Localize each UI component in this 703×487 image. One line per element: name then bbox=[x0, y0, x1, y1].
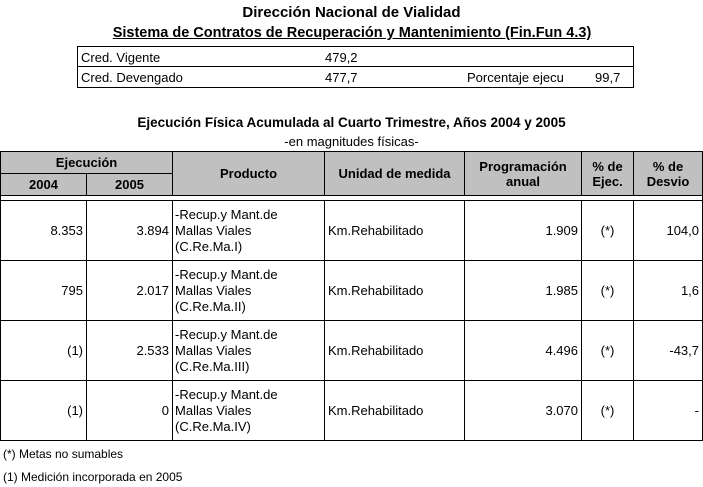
cell-programacion: 1.985 bbox=[465, 261, 582, 321]
cell-producto bbox=[173, 321, 325, 381]
porcentaje-value: 99,7 bbox=[595, 70, 621, 85]
cell-pct-desvio: -43,7 bbox=[634, 321, 703, 381]
producto-line: Mallas Viales bbox=[175, 402, 252, 418]
vigente-label: Cred. Vigente bbox=[81, 50, 161, 65]
credit-row-vigente bbox=[78, 47, 633, 67]
cell-pct-ejec: (*) bbox=[582, 261, 634, 321]
cell-unidad: Km.Rehabilitado bbox=[325, 321, 465, 381]
cell-2005: 3.894 bbox=[87, 201, 173, 261]
page-title: Dirección Nacional de Vialidad bbox=[242, 4, 461, 21]
credit-row-devengado bbox=[78, 67, 633, 86]
section-subtitle: -en magnitudes físicas- bbox=[284, 134, 419, 149]
cell-pct-desvio: - bbox=[634, 381, 703, 441]
header-programacion: Programación anual bbox=[465, 152, 582, 196]
page-subtitle: Sistema de Contratos de Recuperación y Mantenimiento (Fin.Fun 4.3) bbox=[112, 25, 592, 41]
producto-line: (C.Re.Ma.IV) bbox=[175, 418, 251, 434]
cell-pct-ejec: (*) bbox=[582, 201, 634, 261]
table-row bbox=[1, 261, 703, 321]
header-pct-ejec: % de Ejec. bbox=[582, 152, 634, 196]
cell-2005: 0 bbox=[87, 381, 173, 441]
cell-unidad: Km.Rehabilitado bbox=[325, 381, 465, 441]
cell-2004: (1) bbox=[1, 321, 87, 381]
cell-2005: 2.533 bbox=[87, 321, 173, 381]
credits-box bbox=[77, 46, 634, 88]
footnote-medicion: (1) Medición incorporada en 2005 bbox=[3, 470, 183, 484]
table-row bbox=[1, 381, 703, 441]
section-title: Ejecución Física Acumulada al Cuarto Trimestre, Años 2004 y 2005 bbox=[137, 115, 566, 130]
header-2004: 2004 bbox=[1, 174, 87, 196]
cell-programacion: 4.496 bbox=[465, 321, 582, 381]
producto-line: Mallas Viales bbox=[175, 342, 252, 358]
producto-line: (C.Re.Ma.II) bbox=[175, 298, 246, 314]
cell-unidad: Km.Rehabilitado bbox=[325, 261, 465, 321]
cell-pct-ejec: (*) bbox=[582, 321, 634, 381]
cell-2004: 8.353 bbox=[1, 201, 87, 261]
producto-line: Mallas Viales bbox=[175, 222, 252, 238]
cell-pct-desvio: 1,6 bbox=[634, 261, 703, 321]
cell-programacion: 3.070 bbox=[465, 381, 582, 441]
table-row bbox=[1, 201, 703, 261]
devengado-label: Cred. Devengado bbox=[81, 70, 183, 85]
header-2005: 2005 bbox=[87, 174, 173, 196]
producto-line: -Recup.y Mant.de bbox=[175, 326, 278, 342]
cell-2004: 795 bbox=[1, 261, 87, 321]
producto-line: -Recup.y Mant.de bbox=[175, 266, 278, 282]
footnote-metas: (*) Metas no sumables bbox=[3, 447, 124, 461]
porcentaje-label: Porcentaje ejecu bbox=[467, 70, 564, 85]
cell-2004: (1) bbox=[1, 381, 87, 441]
header-producto: Producto bbox=[173, 152, 325, 196]
execution-table bbox=[0, 151, 703, 441]
header-unidad: Unidad de medida bbox=[325, 152, 465, 196]
cell-unidad: Km.Rehabilitado bbox=[325, 201, 465, 261]
producto-line: (C.Re.Ma.I) bbox=[175, 238, 243, 254]
producto-line: -Recup.y Mant.de bbox=[175, 386, 278, 402]
cell-producto bbox=[173, 261, 325, 321]
producto-line: (C.Re.Ma.III) bbox=[175, 358, 250, 374]
cell-programacion: 1.909 bbox=[465, 201, 582, 261]
table-row bbox=[1, 321, 703, 381]
cell-pct-desvio: 104,0 bbox=[634, 201, 703, 261]
producto-line: Mallas Viales bbox=[175, 282, 252, 298]
cell-pct-ejec: (*) bbox=[582, 381, 634, 441]
header-pct-desvio: % de Desvio bbox=[634, 152, 703, 196]
devengado-value: 477,7 bbox=[325, 70, 358, 85]
cell-producto bbox=[173, 201, 325, 261]
producto-line: -Recup.y Mant.de bbox=[175, 206, 278, 222]
cell-producto bbox=[173, 381, 325, 441]
header-ejecucion: Ejecución bbox=[1, 152, 173, 174]
vigente-value: 479,2 bbox=[325, 50, 358, 65]
cell-2005: 2.017 bbox=[87, 261, 173, 321]
